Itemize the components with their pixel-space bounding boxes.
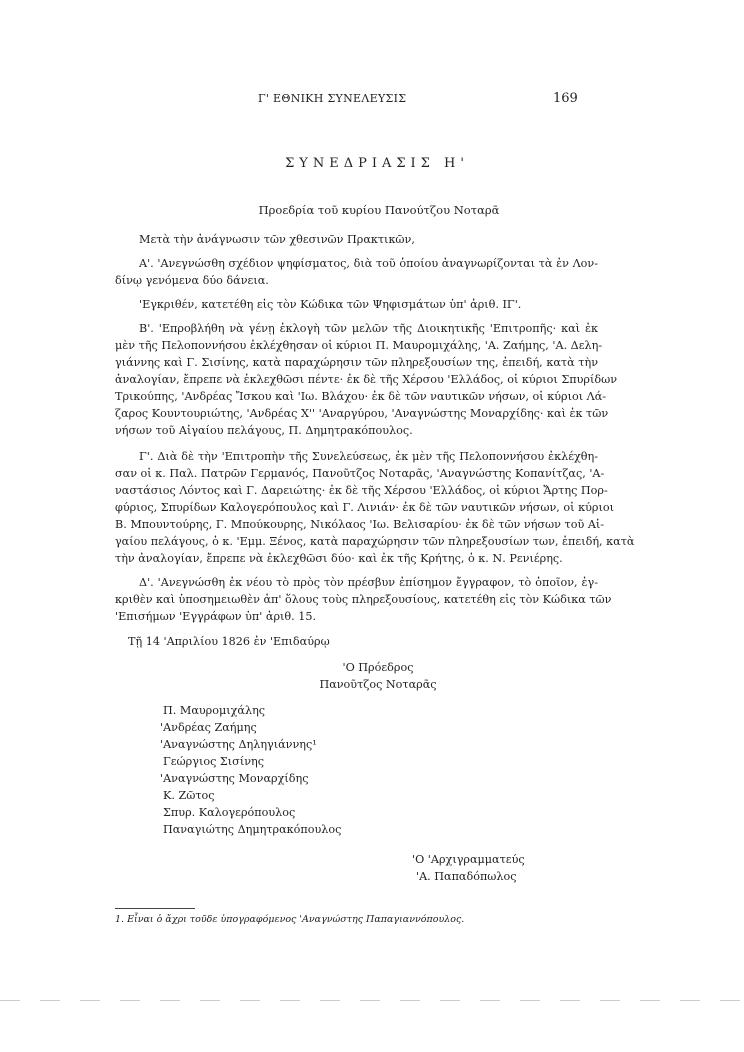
paragraph bbox=[115, 320, 618, 439]
paragraph bbox=[115, 255, 598, 289]
signatory-name: Π. Μαυρομιχάλης bbox=[163, 704, 266, 717]
text-line: Μετὰ τὴν ἀνάγνωσιν τῶν χθεσινῶν Πρακτικῶν, bbox=[139, 233, 415, 246]
text-line: τὴν ἀναλογίαν, ἔπρεπε νὰ ἐκλεχθῶσι δύο· καὶ ἐκ τῆς Κρήτης, ὁ κ. Ν. Ρενιέρης. bbox=[115, 552, 563, 565]
signatory-name: Σπυρ. Καλογερόπουλος bbox=[163, 806, 296, 819]
date-place bbox=[128, 633, 330, 650]
text-line: δίνῳ γενόμενα δύο δάνεια. bbox=[115, 274, 269, 287]
paragraph bbox=[115, 448, 635, 567]
page-number: 169 bbox=[553, 91, 578, 106]
paragraph bbox=[115, 231, 598, 248]
text-line: φύριος, Σπυρίδων Καλογερόπουλος καὶ Γ. Λινιάν· ἐκ δὲ τῶν ναυτικῶν νήσων, οἱ κύριοι bbox=[115, 501, 614, 514]
secretary-role: 'Ο 'Αρχιγραμματεύς bbox=[412, 853, 525, 866]
footnote: 1. Εἶναι ὁ ἄχρι τοῦδε ὑπογραφόμενος 'Αναγνώστης Παπαγιαννόπουλος. bbox=[115, 914, 465, 925]
text-line: Β'. 'Επροβλήθη νὰ γένῃ ἐκλογὴ τῶν μελῶν τῆς Διοικητικῆς 'Επιτροπῆς· καὶ ἐκ bbox=[139, 322, 598, 335]
text-line: Γ'. Διὰ δὲ τὴν 'Επιτροπὴν τῆς Συνελεύσεως, ἐκ μὲν τῆς Πελοποννήσου ἐκλέχθη- bbox=[139, 450, 598, 463]
secretary-signature bbox=[412, 851, 525, 885]
president-role: 'Ο Πρόεδρος bbox=[342, 661, 414, 674]
paragraph bbox=[115, 296, 598, 313]
signatory-name: 'Ανδρέας Ζαήμης bbox=[160, 721, 257, 734]
session-subtitle: Προεδρία τοῦ κυρίου Πανούτζου Νοταρᾶ bbox=[258, 203, 500, 217]
signatories-list bbox=[160, 702, 341, 838]
secretary-name: 'Α. Παπαδόπωλος bbox=[416, 870, 517, 883]
text-line: Α'. 'Ανεγνώσθη σχέδιον ψηφίσματος, διὰ τοῦ ὁποίου ἀναγνωρίζονται τὰ ἐν Λον- bbox=[139, 257, 598, 270]
text-line: 'Εγκριθέν, κατετέθη εἰς τὸν Κώδικα τῶν Ψηφισμάτων ὑπ' ἀριθ. ΙΓ'. bbox=[139, 298, 522, 311]
text-line: ζαρος Κουντουριώτης, 'Ανδρέας Χ'' 'Αναργύρου, 'Αναγνώστης Μοναρχίδης· καὶ ἐκ τῶν bbox=[115, 407, 609, 420]
scan-artifact-line bbox=[0, 1000, 744, 1001]
signatory-name: 'Αναγνώστης Δηληγιάννης¹ bbox=[160, 738, 317, 751]
president-signature bbox=[0, 659, 744, 693]
text-line: Δ'. 'Ανεγνώσθη ἐκ νέου τὸ πρὸς τὸν πρέσβυν ἐπίσημον ἔγγραφον, τὸ ὁποῖον, ἐγ- bbox=[139, 576, 598, 589]
text-line: γαίου πελάγους, ὁ κ. 'Εμμ. Ξένος, κατὰ παραχώρησιν τῶν πληρεξουσίων των, ἐπειδή, κατὰ bbox=[115, 535, 635, 548]
paragraph bbox=[115, 574, 612, 625]
signatory-name: Παναγιώτης Δημητρακόπουλος bbox=[163, 823, 342, 836]
text-line: Τρικούπης, 'Ανδρέας Ἴσκου καὶ 'Ιω. Βλάχου· ἐκ δὲ τῶν ναυτικῶν νήσων, οἱ κύριοι Λά- bbox=[115, 390, 607, 403]
signatory-name: 'Αναγνώστης Μοναρχίδης bbox=[160, 772, 309, 785]
text-line: ἀναλογίαν, ἔπρεπε νὰ ἐκλεχθῶσι πέντε· ἐκ δὲ τῆς Χέρσου 'Ελλάδος, οἱ κύριοι Σπυρίδων bbox=[115, 373, 618, 386]
date-place-text: Τῇ 14 'Απριλίου 1826 ἐν 'Επιδαύρῳ bbox=[128, 635, 330, 648]
signatory-name: Κ. Ζῶτος bbox=[163, 789, 215, 802]
text-line: ναστάσιος Λόντος καὶ Γ. Δαρειώτης· ἐκ δὲ τῆς Χέρσου 'Ελλάδος, οἱ κύριοι Ἄρτης Πορ- bbox=[115, 484, 608, 497]
text-line: μὲν τῆς Πελοποννήσου ἐκλέχθησαν οἱ κύριοι Π. Μαυρομιχάλης, 'Α. Ζαήμης, 'Α. Δελη- bbox=[115, 339, 603, 352]
footnote-rule bbox=[115, 908, 195, 909]
signatory-name: Γεώργιος Σισίνης bbox=[163, 755, 264, 768]
running-title: Γ' ΕΘΝΙΚΗ ΣΥΝΕΛΕΥΣΙΣ bbox=[258, 92, 407, 105]
session-title: ΣΥΝΕΔΡΙΑΣΙΣ Η' bbox=[285, 156, 469, 171]
text-line: γιάννης καὶ Γ. Σισίνης, κατὰ παραχώρησιν τῶν πληρεξουσίων της, ἐπειδή, κατὰ τὴν bbox=[115, 356, 598, 369]
text-line: νήσων τοῦ Αἰγαίου πελάγους, Π. Δημητρακόπουλος. bbox=[115, 424, 413, 437]
text-line: σαν οἱ κ. Παλ. Πατρῶν Γερμανός, Πανοῦτζος Νοταρᾶς, 'Αναγνώστης Κοπανίτζας, 'Α- bbox=[115, 467, 605, 480]
text-line: Β. Μπουντούρης, Γ. Μπούκουρης, Νικόλαος 'Ιω. Βελισαρίου· ἐκ δὲ τῶν νήσων τοῦ Αἰ- bbox=[115, 518, 605, 531]
president-name: Πανοῦτζος Νοταρᾶς bbox=[319, 678, 437, 691]
text-line: 'Επισήμων 'Εγγράφων ὑπ' ἀριθ. 15. bbox=[115, 610, 317, 623]
text-line: κριθὲν καὶ ὑποσημειωθὲν ἀπ' ὅλους τοὺς πληρεξουσίους, κατετέθη εἰς τὸν Κώδικα τῶν bbox=[115, 593, 612, 606]
